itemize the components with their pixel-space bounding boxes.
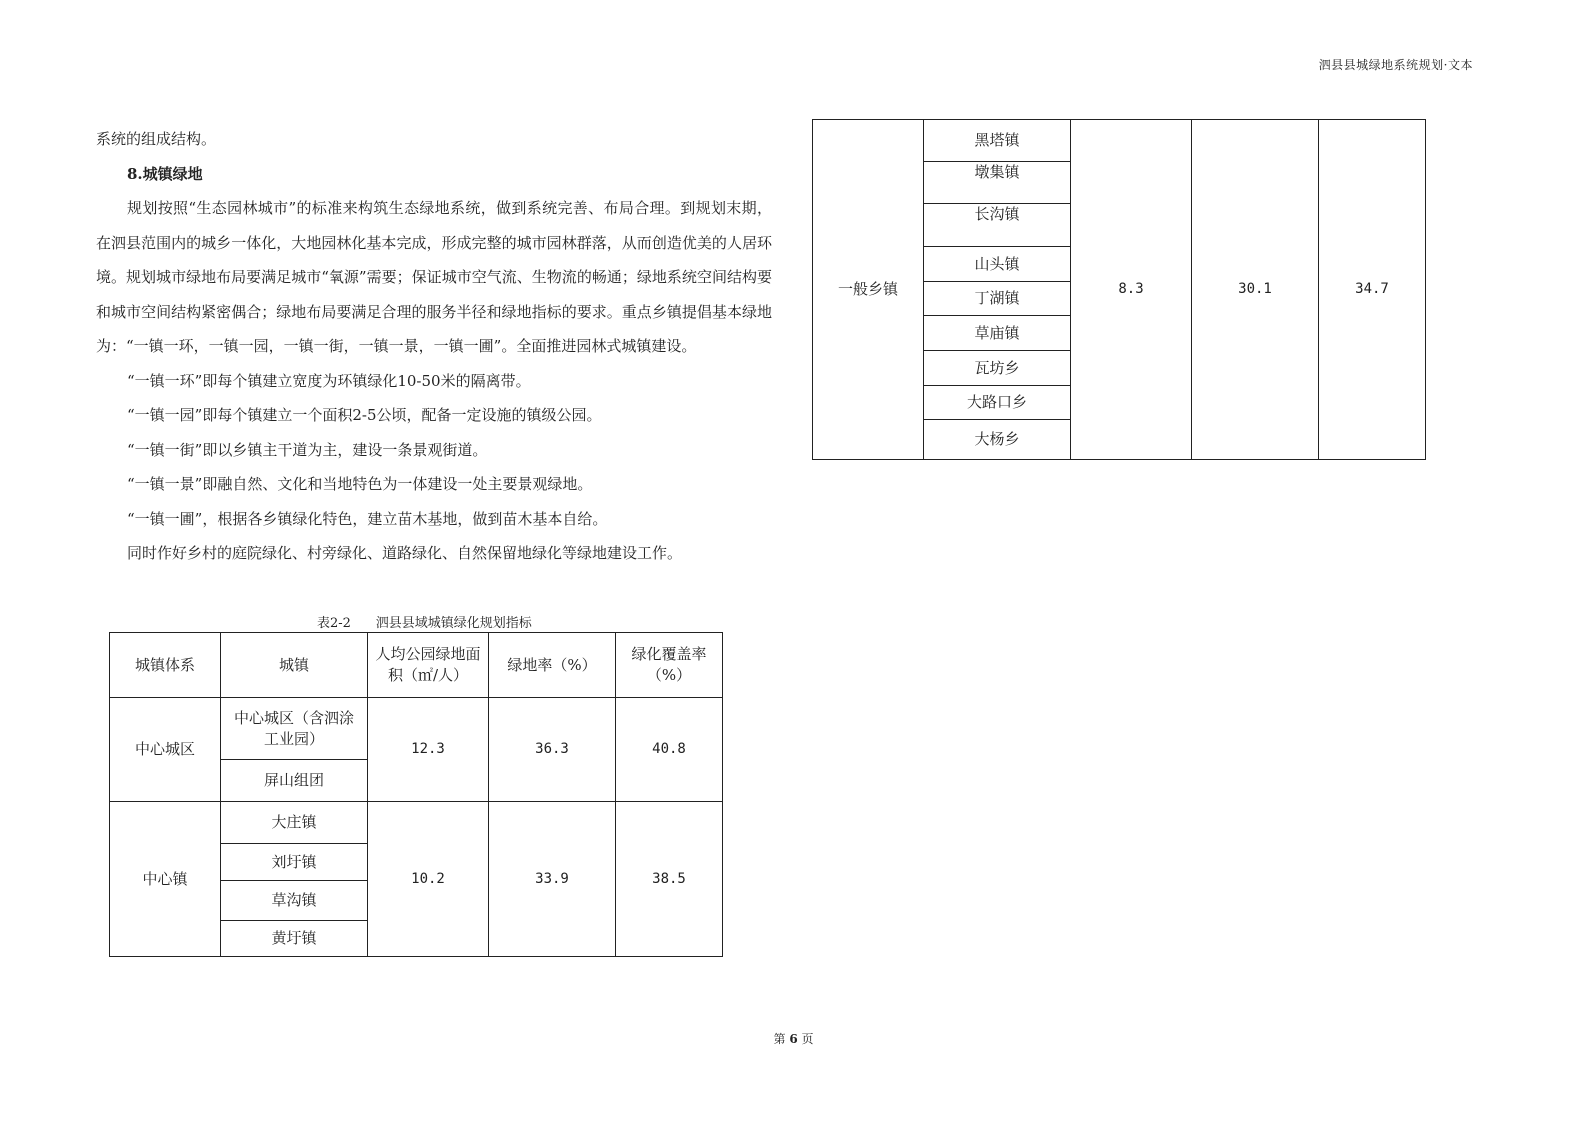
paragraph-continued: 系统的组成结构。 xyxy=(96,130,217,148)
town-cell: 刘圩镇 xyxy=(221,844,368,881)
town-cell: 黑塔镇 xyxy=(924,120,1071,162)
town-cell: 大杨乡 xyxy=(924,420,1071,460)
green-per-capita-cell: 12.3 xyxy=(368,698,489,802)
coverage-cell: 40.8 xyxy=(616,698,723,802)
town-cell: 大庄镇 xyxy=(221,802,368,844)
header-green-ratio: 绿地率（%） xyxy=(489,633,616,698)
page-suffix: 页 xyxy=(801,1032,814,1046)
coverage-cell: 38.5 xyxy=(616,802,723,957)
table-row xyxy=(110,698,723,760)
system-cell: 一般乡镇 xyxy=(813,120,924,460)
town-cell: 大路口乡 xyxy=(924,386,1071,420)
paragraph-1: 规划按照“生态园林城市”的标准来构筑生态绿地系统，做到系统完善、布局合理。到规划末期，在泗县范围内的城乡一体化，大地园林化基本完成，形成完整的城市园林群落，从而创造优美的人居环境。规划城市绿地布局要满足城市“氧源”需要；保证城市空气流、生物流的畅通；绿地系统空间结构要和城市空间结构紧密偶合；绿地布局要满足合理的服务半径和绿地指标的要求。重点乡镇提倡基本绿地为：“一镇一环，一镇一园，一镇一街，一镇一景，一镇一圃”。全面推进园林式城镇建设。 xyxy=(96,199,772,355)
paragraph-6: “一镇一圃”，根据各乡镇绿化特色，建立苗木基地，做到苗木基本自给。 xyxy=(127,509,608,528)
town-cell: 屏山组团 xyxy=(221,760,368,802)
header-system: 城镇体系 xyxy=(110,633,221,698)
green-ratio-cell: 33.9 xyxy=(489,802,616,957)
green-per-capita-cell: 10.2 xyxy=(368,802,489,957)
page-footer xyxy=(0,1030,1587,1047)
paragraph-4: “一镇一街”即以乡镇主干道为主，建设一条景观街道。 xyxy=(127,440,488,459)
town-cell: 丁湖镇 xyxy=(924,282,1071,316)
paragraph-2: “一镇一环”即每个镇建立宽度为环镇绿化10-50米的隔离带。 xyxy=(127,371,531,390)
table-caption: 表2-2 泗县县域城镇绿化规划指标 xyxy=(317,616,532,631)
table-row xyxy=(110,802,723,844)
document-header: 泗县县城绿地系统规划·文本 xyxy=(1318,58,1473,72)
header-coverage: 绿化覆盖率（%） xyxy=(616,633,723,698)
page-number: 6 xyxy=(789,1032,798,1046)
system-cell: 中心城区 xyxy=(110,698,221,802)
town-cell: 黄圩镇 xyxy=(221,921,368,957)
green-ratio-cell: 30.1 xyxy=(1192,120,1319,460)
page-prefix: 第 xyxy=(773,1032,786,1046)
table-header-row xyxy=(110,633,723,698)
town-cell: 草沟镇 xyxy=(221,881,368,921)
town-cell: 中心城区（含泗涂工业园） xyxy=(221,698,368,760)
town-cell: 墩集镇 xyxy=(924,162,1071,204)
town-cell: 长沟镇 xyxy=(924,204,1071,247)
body-text xyxy=(96,122,772,571)
system-cell: 中心镇 xyxy=(110,802,221,957)
green-ratio-cell: 36.3 xyxy=(489,698,616,802)
greening-table-part-1 xyxy=(109,632,723,957)
greening-table-part-2 xyxy=(812,119,1426,460)
green-per-capita-cell: 8.3 xyxy=(1071,120,1192,460)
town-cell: 瓦坊乡 xyxy=(924,351,1071,386)
header-town: 城镇 xyxy=(221,633,368,698)
paragraph-7: 同时作好乡村的庭院绿化、村旁绿化、道路绿化、自然保留地绿化等绿地建设工作。 xyxy=(127,544,683,562)
section-title: 8.城镇绿地 xyxy=(127,164,203,183)
coverage-cell: 34.7 xyxy=(1319,120,1426,460)
town-cell: 山头镇 xyxy=(924,247,1071,282)
town-cell: 草庙镇 xyxy=(924,316,1071,351)
table-row xyxy=(813,120,1426,162)
paragraph-5: “一镇一景”即融自然、文化和当地特色为一体建设一处主要景观绿地。 xyxy=(127,475,593,493)
header-green-per-capita: 人均公园绿地面积（㎡/人） xyxy=(368,633,489,698)
paragraph-3: “一镇一园”即每个镇建立一个面积2-5公顷，配备一定设施的镇级公园。 xyxy=(127,406,602,424)
